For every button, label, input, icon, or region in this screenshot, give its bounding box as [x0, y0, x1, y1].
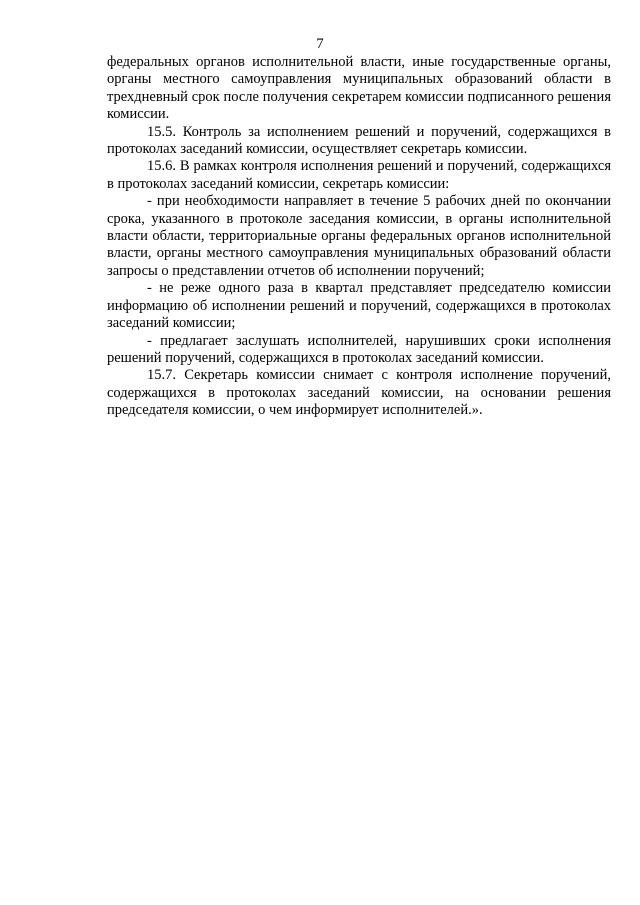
paragraph-continuation: федеральных органов исполнительной власти, иные государственные органы, органы местного самоуправления муниципальных образований области в трехдневный срок после получения секретарем комиссии подписанного решения комиссии.: [107, 54, 611, 123]
page-number: 7: [316, 36, 324, 52]
paragraph-15-7: 15.7. Секретарь комиссии снимает с контроля исполнение поручений, содержащихся в протоколах заседаний комиссии, на основании решения председателя комиссии, о чем информирует исполнителей.».: [107, 367, 611, 419]
paragraph-15-6: 15.6. В рамках контроля исполнения решений и поручений, содержащихся в протоколах заседаний комиссии, секретарь комиссии:: [107, 158, 611, 192]
document-body: [107, 54, 611, 420]
list-item-requests: - при необходимости направляет в течение 5 рабочих дней по окончании срока, указанного в протоколе заседания комиссии, в органы исполнительной власти области, территориальные органы федеральных органов исполнительной власти, органы местного самоуправления муниципальных образований области запросы о представлении отчетов об исполнении поручений;: [107, 193, 611, 279]
list-item-hear-executors: - предлагает заслушать исполнителей, нарушивших сроки исполнения решений поручений, содержащихся в протоколах заседаний комиссии.: [107, 332, 611, 366]
list-item-quarterly-report: - не реже одного раза в квартал представляет председателю комиссии информацию об исполнении решений и поручений, содержащихся в протоколах заседаний комиссии;: [107, 280, 611, 332]
paragraph-15-5: 15.5. Контроль за исполнением решений и поручений, содержащихся в протоколах заседаний комиссии, осуществляет секретарь комиссии.: [107, 123, 611, 158]
